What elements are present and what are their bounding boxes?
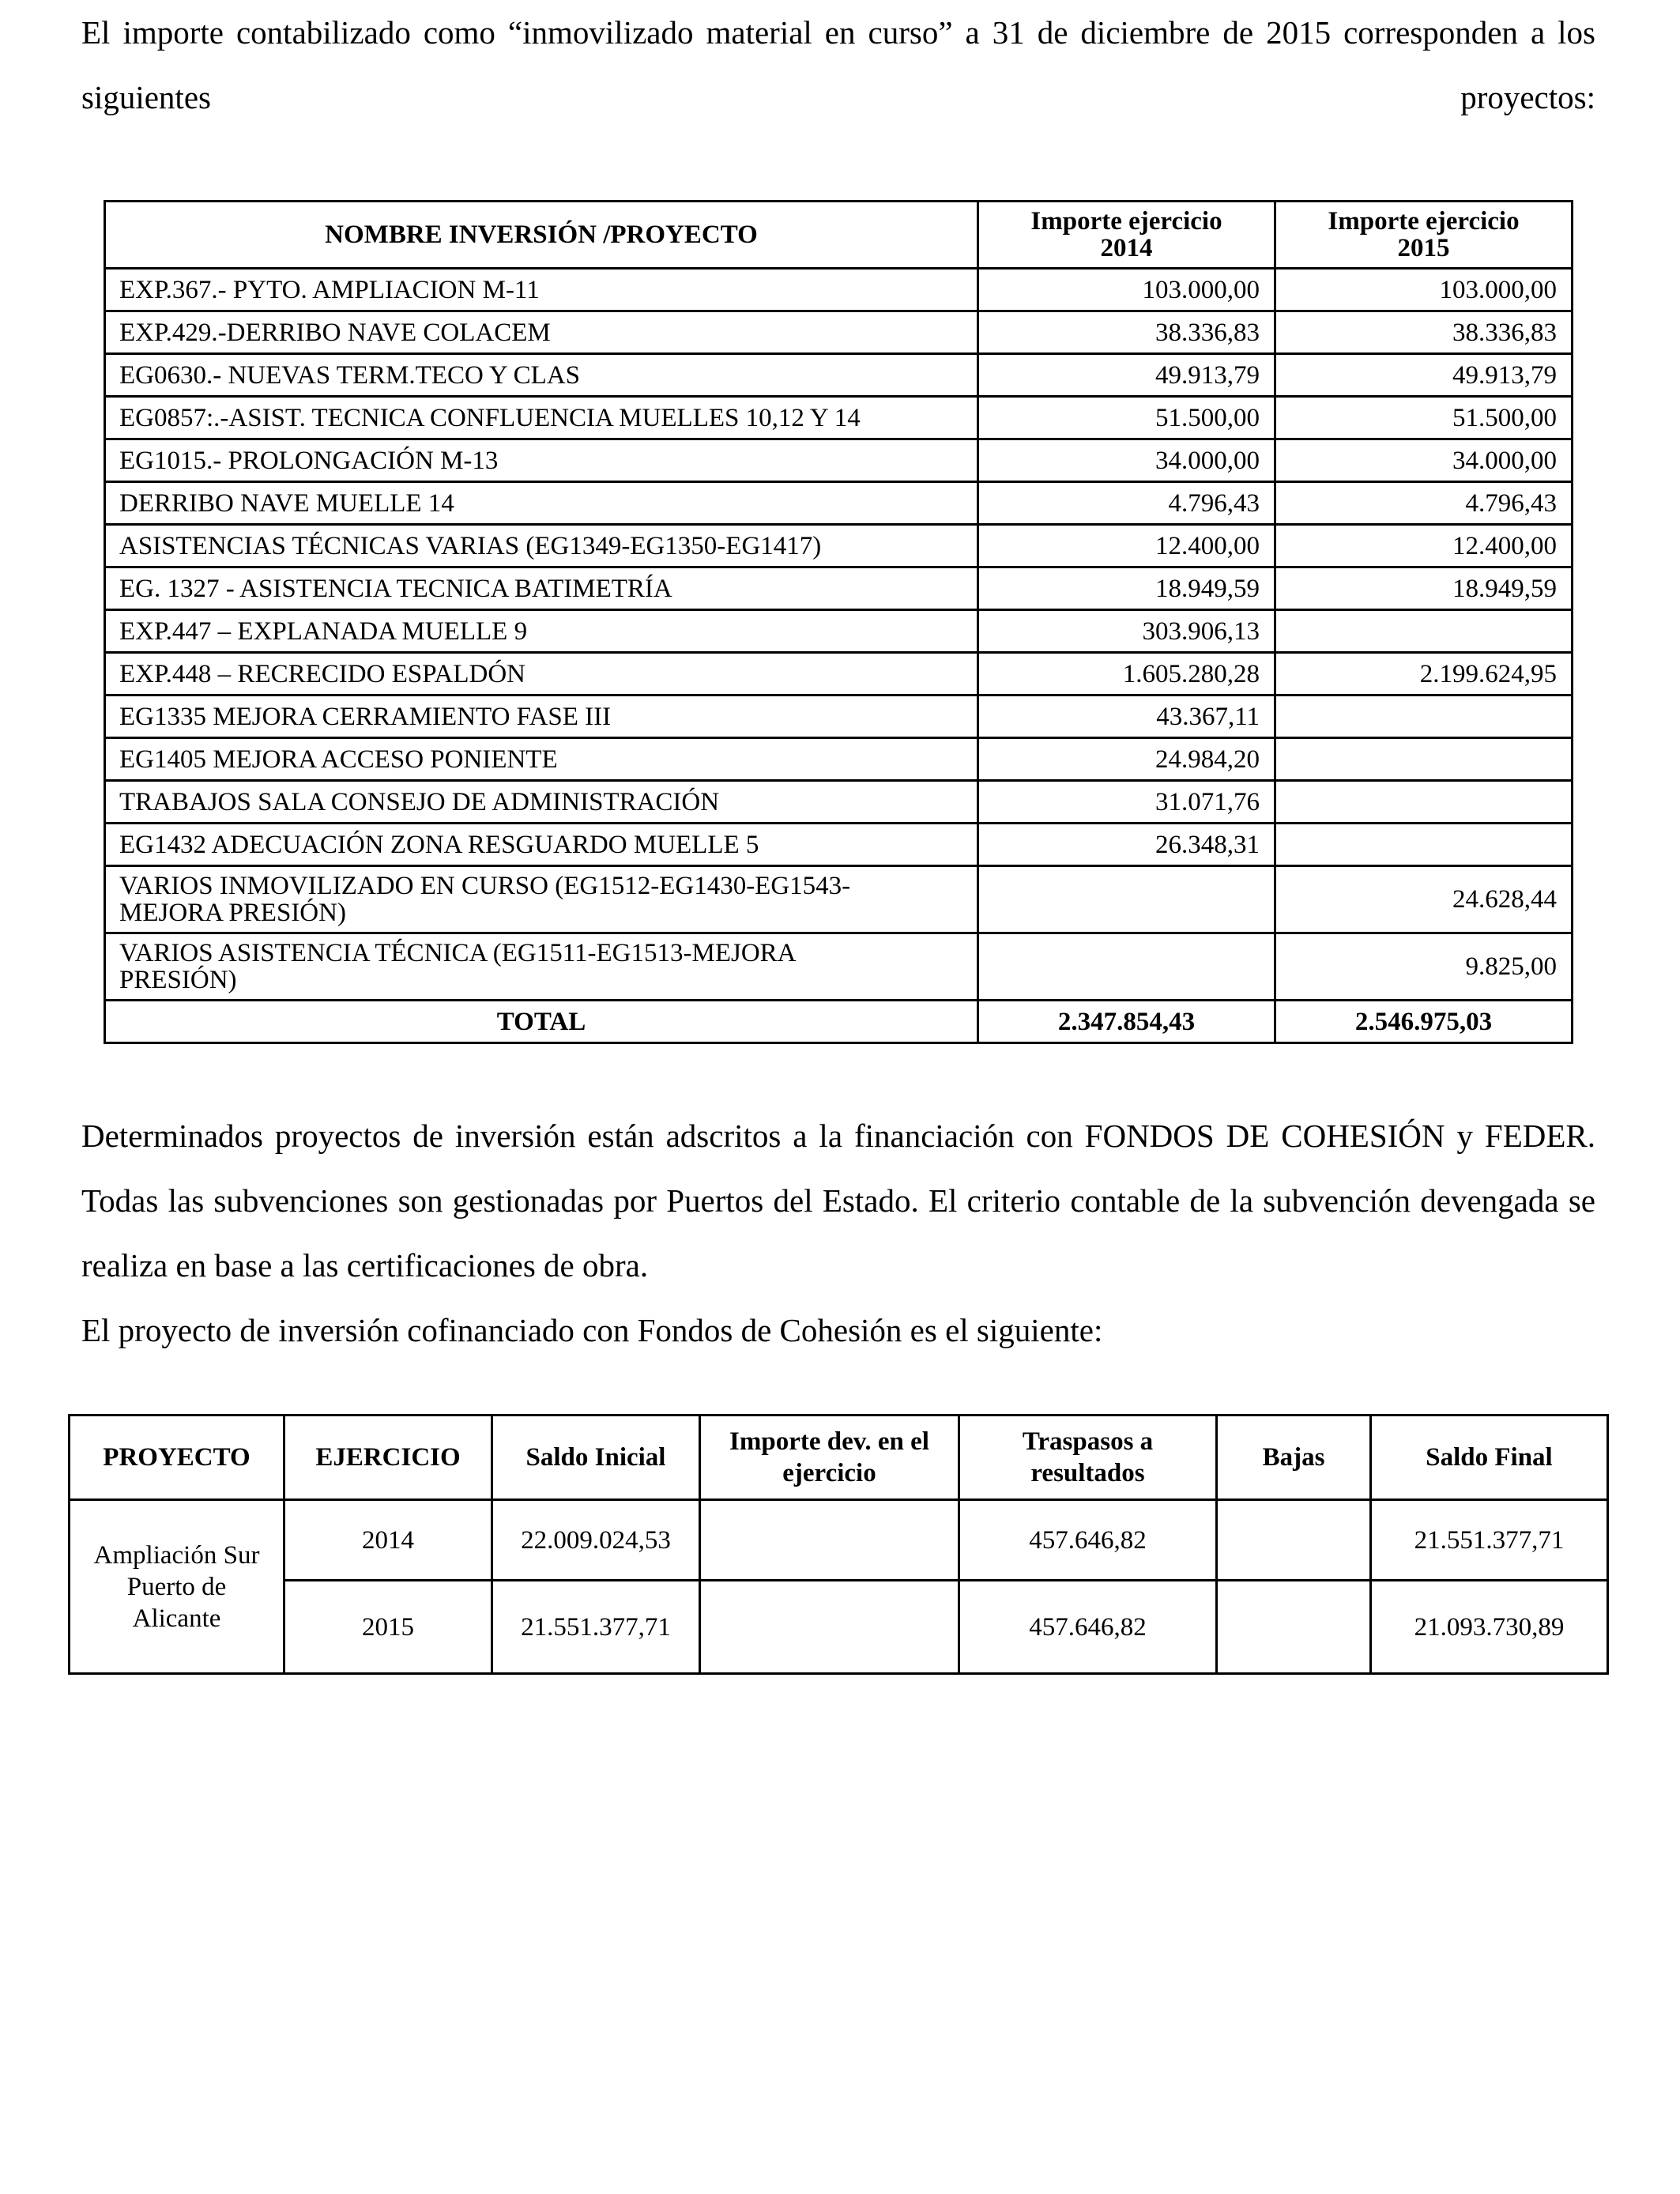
- amount-2015: 4.796,43: [1275, 482, 1573, 525]
- project-name-line2: PRESIÓN): [119, 966, 237, 994]
- amount-2014: 51.500,00: [978, 397, 1275, 439]
- ejercicio-cell: 2015: [284, 1581, 492, 1674]
- project-name: EXP.447 – EXPLANADA MUELLE 9: [105, 610, 978, 653]
- total-label: TOTAL: [105, 1001, 978, 1043]
- amount-2014: 103.000,00: [978, 269, 1275, 311]
- project-name: EG. 1327 - ASISTENCIA TECNICA BATIMETRÍA: [105, 567, 978, 610]
- bajas-cell: [1217, 1500, 1371, 1581]
- table-row: [105, 482, 1573, 525]
- project-name: EG1015.- PROLONGACIÓN M-13: [105, 439, 978, 482]
- table-row: [105, 696, 1573, 738]
- amount-2015: 24.628,44: [1275, 866, 1573, 933]
- table-row: [105, 653, 1573, 696]
- project-name-line1: Ampliación Sur: [93, 1540, 260, 1570]
- table-row: [105, 269, 1573, 311]
- amount-2015: [1275, 781, 1573, 824]
- financing-paragraph: Determinados proyectos de inversión están adscritos a la financiación con FONDOS DE COHESIÓN y FEDER. Todas las subvenciones son gestionadas por Puertos del Estado. El criterio contable de la subvención devengada se realiza en base a las certificaciones de obra.: [81, 1118, 1595, 1284]
- project-name: EG1405 MEJORA ACCESO PONIENTE: [105, 738, 978, 781]
- table-row: [105, 567, 1573, 610]
- total-2014: 2.347.854,43: [978, 1001, 1275, 1043]
- amount-2015: 9.825,00: [1275, 933, 1573, 1001]
- project-name: EG0857:.-ASIST. TECNICA CONFLUENCIA MUELLES 10,12 Y 14: [105, 397, 978, 439]
- amount-2015: [1275, 610, 1573, 653]
- project-name: EG0630.- NUEVAS TERM.TECO Y CLAS: [105, 354, 978, 397]
- cohesion-funds-table: [68, 1414, 1609, 1675]
- amount-2014: 24.984,20: [978, 738, 1275, 781]
- traspasos-cell: 457.646,82: [959, 1500, 1217, 1581]
- header-importe-line2: ejercicio: [782, 1459, 876, 1487]
- amount-2015: 12.400,00: [1275, 525, 1573, 567]
- project-name-cell: [70, 1500, 284, 1674]
- header-traspasos-line2: resultados: [1030, 1459, 1145, 1487]
- amount-2014: 1.605.280,28: [978, 653, 1275, 696]
- amount-2014: 34.000,00: [978, 439, 1275, 482]
- total-row: [105, 1001, 1573, 1043]
- amount-2014: 18.949,59: [978, 567, 1275, 610]
- header-proyecto: PROYECTO: [70, 1416, 284, 1500]
- amount-2015: 34.000,00: [1275, 439, 1573, 482]
- importe-dev-cell: [700, 1500, 959, 1581]
- project-name: EXP.448 – RECRECIDO ESPALDÓN: [105, 653, 978, 696]
- project-name: DERRIBO NAVE MUELLE 14: [105, 482, 978, 525]
- project-name: EG1432 ADECUACIÓN ZONA RESGUARDO MUELLE 5: [105, 824, 978, 866]
- ejercicio-cell: 2014: [284, 1500, 492, 1581]
- header-project-name: NOMBRE INVERSIÓN /PROYECTO: [105, 202, 978, 269]
- table-header-row: [70, 1416, 1608, 1500]
- saldo-inicial-cell: 21.551.377,71: [492, 1581, 700, 1674]
- table-row: [70, 1500, 1608, 1581]
- header-importe-line1: Importe dev. en el: [729, 1427, 929, 1456]
- project-name-line2: Puerto de: [126, 1572, 227, 1601]
- amount-2014: [978, 866, 1275, 933]
- table-row: [105, 610, 1573, 653]
- table-row: [70, 1581, 1608, 1674]
- project-name: TRABAJOS SALA CONSEJO DE ADMINISTRACIÓN: [105, 781, 978, 824]
- table-row: [105, 866, 1573, 933]
- saldo-final-cell: 21.551.377,71: [1371, 1500, 1608, 1581]
- saldo-inicial-cell: 22.009.024,53: [492, 1500, 700, 1581]
- project-name-line1: VARIOS ASISTENCIA TÉCNICA (EG1511-EG1513-MEJORA: [119, 939, 797, 967]
- header-bajas: Bajas: [1217, 1416, 1371, 1500]
- table-row: [105, 354, 1573, 397]
- table-row: [105, 525, 1573, 567]
- amount-2014: 49.913,79: [978, 354, 1275, 397]
- header-2015-line2: 2015: [1397, 234, 1450, 262]
- amount-2014: 38.336,83: [978, 311, 1275, 354]
- header-saldo-inicial: Saldo Inicial: [492, 1416, 700, 1500]
- header-ejercicio: EJERCICIO: [284, 1416, 492, 1500]
- project-name: EXP.367.- PYTO. AMPLIACION M-11: [105, 269, 978, 311]
- amount-2015: 51.500,00: [1275, 397, 1573, 439]
- amount-2015: [1275, 738, 1573, 781]
- header-2014: [978, 202, 1275, 269]
- amount-2015: 38.336,83: [1275, 311, 1573, 354]
- total-2015: 2.546.975,03: [1275, 1001, 1573, 1043]
- table-row: [105, 397, 1573, 439]
- importe-dev-cell: [700, 1581, 959, 1674]
- project-name: [105, 866, 978, 933]
- table-header-row: [105, 202, 1573, 269]
- table-row: [105, 311, 1573, 354]
- bajas-cell: [1217, 1581, 1371, 1674]
- header-importe-dev: [700, 1416, 959, 1500]
- amount-2014: 26.348,31: [978, 824, 1275, 866]
- header-2015-line1: Importe ejercicio: [1328, 207, 1520, 236]
- project-name: EG1335 MEJORA CERRAMIENTO FASE III: [105, 696, 978, 738]
- projects-table: [104, 200, 1573, 1044]
- amount-2015: [1275, 824, 1573, 866]
- project-name: ASISTENCIAS TÉCNICAS VARIAS (EG1349-EG1350-EG1417): [105, 525, 978, 567]
- project-name-line3: Alicante: [132, 1604, 221, 1633]
- traspasos-cell: 457.646,82: [959, 1581, 1217, 1674]
- amount-2014: 303.906,13: [978, 610, 1275, 653]
- amount-2015: [1275, 696, 1573, 738]
- project-name: [105, 933, 978, 1001]
- table-row: [105, 933, 1573, 1001]
- amount-2014: 12.400,00: [978, 525, 1275, 567]
- amount-2015: 103.000,00: [1275, 269, 1573, 311]
- table-row: [105, 439, 1573, 482]
- header-traspasos-line1: Traspasos a: [1022, 1427, 1154, 1456]
- amount-2015: 2.199.624,95: [1275, 653, 1573, 696]
- amount-2014: 31.071,76: [978, 781, 1275, 824]
- amount-2014: [978, 933, 1275, 1001]
- header-traspasos: [959, 1416, 1217, 1500]
- intro-paragraph: El importe contabilizado como “inmovilizado material en curso” a 31 de diciembre de 2015 corresponden a los siguientes proyectos:: [81, 14, 1595, 115]
- amount-2014: 4.796,43: [978, 482, 1275, 525]
- table-row: [105, 781, 1573, 824]
- project-name-line1: VARIOS INMOVILIZADO EN CURSO (EG1512-EG1430-EG1543-: [119, 872, 851, 900]
- amount-2015: 18.949,59: [1275, 567, 1573, 610]
- header-saldo-final: Saldo Final: [1371, 1416, 1608, 1500]
- cohesion-intro-paragraph: El proyecto de inversión cofinanciado con Fondos de Cohesión es el siguiente:: [81, 1312, 1103, 1348]
- project-name-line2: MEJORA PRESIÓN): [119, 899, 346, 927]
- amount-2014: 43.367,11: [978, 696, 1275, 738]
- header-2014-line1: Importe ejercicio: [1030, 207, 1222, 236]
- header-2015: [1275, 202, 1573, 269]
- amount-2015: 49.913,79: [1275, 354, 1573, 397]
- header-2014-line2: 2014: [1100, 234, 1153, 262]
- table-row: [105, 738, 1573, 781]
- table-row: [105, 824, 1573, 866]
- saldo-final-cell: 21.093.730,89: [1371, 1581, 1608, 1674]
- project-name: EXP.429.-DERRIBO NAVE COLACEM: [105, 311, 978, 354]
